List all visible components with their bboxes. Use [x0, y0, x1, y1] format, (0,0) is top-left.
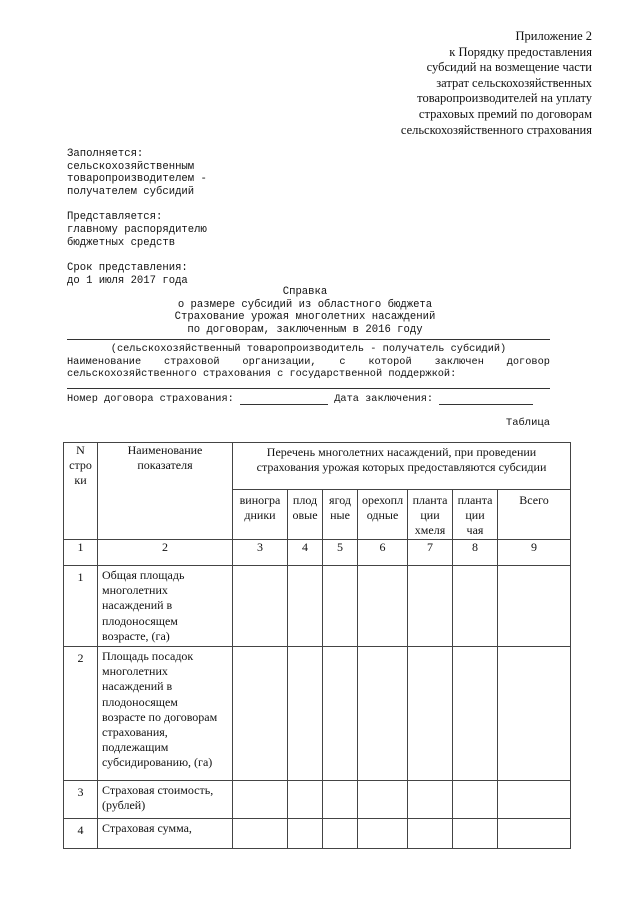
- value-cell[interactable]: [408, 819, 453, 849]
- value-cell[interactable]: [233, 647, 288, 781]
- value-cell[interactable]: [408, 781, 453, 819]
- row-number: 1: [64, 566, 98, 647]
- note-line: до 1 июля 2017 года: [67, 274, 188, 287]
- column-number: 9: [498, 540, 571, 566]
- insurer-label-word: с: [339, 355, 346, 368]
- value-cell[interactable]: [358, 819, 408, 849]
- header-text-line: ции: [420, 508, 440, 523]
- table-label: Таблица: [505, 417, 550, 429]
- value-cell[interactable]: [498, 566, 571, 647]
- contract-row: [67, 393, 550, 405]
- header-indicator: [98, 443, 233, 540]
- insurer-label: [67, 356, 550, 369]
- column-header: [453, 490, 498, 540]
- header-text-line: Перечень многолетних насаждений, при проведении: [266, 445, 537, 459]
- column-header: [358, 490, 408, 540]
- value-cell[interactable]: [358, 781, 408, 819]
- value-cell[interactable]: [498, 647, 571, 781]
- note-line: Представляется:: [67, 211, 163, 224]
- insurer-label-line2: сельскохозяйственного страхования с государственной поддержкой:: [67, 368, 457, 380]
- note-line: бюджетных средств: [67, 236, 176, 249]
- table-row: [64, 819, 571, 849]
- header-text-line: Всего: [519, 493, 549, 507]
- column-number: 5: [323, 540, 358, 566]
- row-label-line: многолетних: [102, 583, 168, 598]
- row-label-line: возрасте по договорам: [102, 709, 218, 724]
- appendix-line: страховых премий по договорам: [418, 106, 592, 121]
- appendix-line: товаропроизводителей на уплату: [417, 91, 592, 106]
- header-text-line: чая: [466, 523, 484, 538]
- header-row-number: [64, 443, 98, 540]
- value-cell[interactable]: [408, 566, 453, 647]
- column-number: 2: [98, 540, 233, 566]
- row-label-line: субсидированию, (га): [102, 755, 213, 770]
- value-cell[interactable]: [288, 781, 323, 819]
- appendix-line: Приложение 2: [515, 29, 592, 43]
- value-cell[interactable]: [453, 781, 498, 819]
- header-text-line: хмеля: [414, 523, 446, 538]
- row-label: [98, 819, 233, 849]
- header-text-line: орехопл: [361, 493, 404, 507]
- value-cell[interactable]: [408, 647, 453, 781]
- document-title: [160, 286, 450, 336]
- column-number: 6: [358, 540, 408, 566]
- insurer-label-word: заключен: [434, 355, 484, 368]
- row-label-line: Общая площадь: [102, 568, 185, 582]
- column-header: [498, 490, 571, 540]
- deadline-note: [67, 262, 327, 287]
- title-line: по договорам, заключенным в 2016 году: [187, 323, 423, 336]
- appendix-line: к Порядку предоставления: [449, 44, 592, 59]
- header-text-line: виногра: [239, 493, 281, 507]
- header-text-line: N: [76, 443, 85, 457]
- column-number: 8: [453, 540, 498, 566]
- filled-by-note: [67, 148, 327, 199]
- header-text-line: ки: [74, 473, 87, 488]
- value-cell[interactable]: [323, 781, 358, 819]
- header-text-line: планта: [457, 493, 493, 507]
- value-cell[interactable]: [498, 781, 571, 819]
- note-line: получателем субсидий: [67, 186, 195, 199]
- insurer-name-line[interactable]: [67, 388, 550, 389]
- row-number: 2: [64, 647, 98, 781]
- header-text-line: овые: [292, 508, 318, 523]
- column-number: 3: [233, 540, 288, 566]
- header-plantings-group: [233, 443, 571, 490]
- value-cell[interactable]: [233, 819, 288, 849]
- header-text-line: страхования урожая которых предоставляются субсидии: [256, 460, 547, 475]
- form-notes: [67, 148, 327, 300]
- column-header: [233, 490, 288, 540]
- header-text-line: ягод: [329, 493, 351, 507]
- value-cell[interactable]: [288, 819, 323, 849]
- value-cell[interactable]: [358, 566, 408, 647]
- note-line: Срок представления:: [67, 261, 188, 274]
- appendix-line: субсидий на возмещение части: [426, 60, 592, 75]
- row-label-line: подлежащим: [102, 740, 169, 755]
- row-label: [98, 647, 233, 781]
- value-cell[interactable]: [358, 647, 408, 781]
- table-row: [64, 647, 571, 781]
- note-line: Заполняется:: [67, 148, 144, 160]
- column-number: 1: [64, 540, 98, 566]
- row-label-line: (рублей): [102, 798, 146, 813]
- contract-date-field[interactable]: [439, 394, 533, 405]
- header-text-line: Наименование: [127, 443, 203, 457]
- table-row: [64, 781, 571, 819]
- title-line: Страхование урожая многолетних насаждений: [174, 311, 436, 324]
- subsidy-table: [63, 442, 571, 849]
- insurer-label-word: страховой: [163, 355, 220, 368]
- row-label-line: страхования,: [102, 725, 168, 740]
- title-line: о размере субсидий из областного бюджета: [177, 298, 433, 311]
- contract-number-field[interactable]: [240, 394, 328, 405]
- appendix-header: [292, 29, 592, 138]
- value-cell[interactable]: [288, 647, 323, 781]
- insurer-label-word: Наименование: [67, 355, 142, 368]
- appendix-line: затрат сельскохозяйственных: [436, 75, 592, 90]
- row-label: [98, 566, 233, 647]
- row-number: 3: [64, 781, 98, 819]
- insurer-label-word: которой: [368, 355, 412, 368]
- row-label-line: насаждений в: [102, 679, 173, 694]
- row-number: 4: [64, 819, 98, 849]
- column-header: [323, 490, 358, 540]
- table-row: [64, 566, 571, 647]
- value-cell[interactable]: [453, 647, 498, 781]
- header-text-line: дники: [244, 508, 276, 523]
- submitted-to-note: [67, 211, 327, 249]
- column-number: 7: [408, 540, 453, 566]
- header-text-line: ные: [330, 508, 350, 523]
- row-label-line: Площадь посадок: [102, 649, 194, 664]
- insurer-label-word: организации,: [242, 355, 317, 368]
- value-cell[interactable]: [323, 819, 358, 849]
- appendix-line: сельскохозяйственного страхования: [400, 122, 592, 137]
- org-caption: (сельскохозяйственный товаропроизводитель - получатель субсидий): [110, 343, 507, 355]
- header-text-line: одные: [366, 508, 399, 523]
- row-label: [98, 781, 233, 819]
- header-text-line: ции: [465, 508, 485, 523]
- value-cell[interactable]: [323, 566, 358, 647]
- title-line: Справка: [282, 286, 328, 298]
- row-label-line: возрасте, (га): [102, 628, 170, 643]
- row-label-line: Страховая стоимость,: [102, 783, 214, 798]
- value-cell[interactable]: [233, 781, 288, 819]
- header-text-line: планта: [412, 493, 448, 507]
- value-cell[interactable]: [453, 819, 498, 849]
- value-cell[interactable]: [498, 819, 571, 849]
- value-cell[interactable]: [323, 647, 358, 781]
- row-label-line: плодоносящем: [102, 694, 178, 709]
- contract-date-label: Дата заключения:: [334, 393, 434, 405]
- column-number: 4: [288, 540, 323, 566]
- row-label-line: плодоносящем: [102, 613, 178, 628]
- note-line: сельскохозяйственным: [67, 160, 195, 173]
- header-text-line: показателя: [137, 458, 193, 473]
- note-line: главному распорядителю: [67, 224, 207, 237]
- column-header: [408, 490, 453, 540]
- column-header: [288, 490, 323, 540]
- value-cell[interactable]: [233, 566, 288, 647]
- header-text-line: плод: [292, 493, 318, 507]
- row-label-line: многолетних: [102, 664, 168, 679]
- value-cell[interactable]: [288, 566, 323, 647]
- org-caption-block: [67, 343, 550, 381]
- value-cell[interactable]: [453, 566, 498, 647]
- row-label-line: Страховая сумма,: [102, 821, 192, 836]
- row-label-line: насаждений в: [102, 598, 173, 613]
- insurer-label-word: договор: [506, 355, 550, 368]
- org-name-line[interactable]: [67, 339, 550, 340]
- note-line: товаропроизводителем -: [67, 173, 207, 186]
- header-text-line: стро: [69, 458, 92, 473]
- contract-number-label: Номер договора страхования:: [67, 393, 234, 405]
